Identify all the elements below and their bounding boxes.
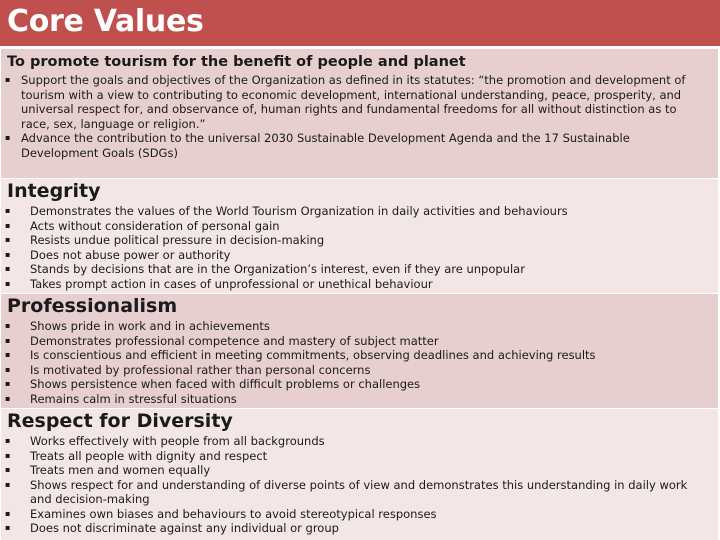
- square-bullet-icon: ▪: [5, 220, 11, 230]
- list-item-text: Shows respect for and understanding of diverse points of view and demonstrates this understanding in daily work and decision-making: [30, 477, 688, 506]
- list-item-text: Demonstrates the values of the World Tourism Organization in daily activities and behaviours: [30, 204, 568, 218]
- professionalism-list: [5, 319, 705, 406]
- square-bullet-icon: ▪: [5, 235, 11, 244]
- list-item-text: Examines own biases and behaviours to avoid stereotypical responses: [30, 506, 437, 521]
- diversity-heading: Respect for Diversity: [7, 410, 233, 432]
- list-item: [5, 363, 705, 378]
- square-bullet-icon: ▪: [5, 379, 11, 388]
- list-item: [5, 248, 705, 263]
- square-bullet-icon: ▪: [5, 479, 11, 489]
- title-bar: [0, 0, 720, 46]
- list-item-text: Advance the contribution to the universal 2030 Sustainable Development Agenda and the 17 Sustainable Development Goals (SDGs): [21, 131, 630, 160]
- integrity-heading: Integrity: [7, 180, 101, 202]
- list-item: [5, 204, 705, 219]
- list-item-text: Takes prompt action in cases of unprofessional or unethical behaviour: [30, 276, 433, 291]
- list-item-text: Shows pride in work and in achievements: [30, 319, 270, 333]
- list-item: [5, 521, 709, 536]
- list-item-text: Resists undue political pressure in decision-making: [30, 233, 325, 247]
- list-item: [5, 348, 705, 363]
- square-bullet-icon: ▪: [5, 465, 11, 474]
- square-bullet-icon: ▪: [5, 249, 11, 259]
- list-item-text: Does not abuse power or authority: [30, 247, 231, 262]
- square-bullet-icon: ▪: [5, 133, 11, 142]
- list-item: [5, 434, 709, 449]
- list-item: [5, 449, 709, 464]
- list-item-text: Shows persistence when faced with difficult problems or challenges: [30, 377, 421, 391]
- square-bullet-icon: ▪: [5, 335, 11, 345]
- mission-section: [1, 49, 718, 178]
- diversity-list: [5, 434, 709, 536]
- integrity-section: [1, 179, 718, 293]
- mission-list: [5, 73, 708, 160]
- square-bullet-icon: ▪: [5, 206, 11, 215]
- list-item: [5, 377, 705, 392]
- list-item: [5, 262, 705, 277]
- square-bullet-icon: ▪: [5, 364, 11, 374]
- square-bullet-icon: ▪: [5, 508, 11, 518]
- square-bullet-icon: ▪: [5, 321, 11, 330]
- list-item-text: Works effectively with people from all backgrounds: [30, 434, 325, 448]
- list-item: [5, 233, 705, 248]
- list-item: [5, 319, 705, 334]
- integrity-list: [5, 204, 705, 291]
- list-item-text: Is motivated by professional rather than personal concerns: [30, 362, 371, 377]
- list-item: [5, 73, 708, 131]
- list-item: [5, 478, 709, 507]
- list-item-text: Does not discriminate against any individual or group: [30, 521, 339, 535]
- list-item-text: Support the goals and objectives of the Organization as defined in its statutes: “the promotion and development of tourism with a view to contributing to economic development, international understanding, peace, prosperity, and universal respect for, and observance of, human rights and fundamental freedoms for all without distinction as to race, sex, language or religion.”: [21, 73, 686, 131]
- square-bullet-icon: ▪: [5, 278, 11, 288]
- page-title: Core Values: [7, 4, 204, 39]
- list-item: [5, 507, 709, 522]
- square-bullet-icon: ▪: [5, 75, 11, 84]
- list-item: [5, 334, 705, 349]
- list-item: [5, 277, 705, 292]
- list-item: [5, 392, 705, 407]
- square-bullet-icon: ▪: [5, 264, 11, 273]
- square-bullet-icon: ▪: [5, 436, 11, 445]
- diversity-section: [1, 409, 718, 540]
- professionalism-heading: Professionalism: [7, 295, 178, 317]
- square-bullet-icon: ▪: [5, 350, 11, 359]
- mission-heading: To promote tourism for the benefit of people and planet: [7, 54, 466, 70]
- list-item-text: Acts without consideration of personal gain: [30, 218, 280, 233]
- list-item: [5, 131, 708, 160]
- list-item-text: Treats all people with dignity and respect: [30, 448, 268, 463]
- list-item-text: Stands by decisions that are in the Organization’s interest, even if they are unpopular: [30, 262, 525, 276]
- list-item-text: Is conscientious and efficient in meeting commitments, observing deadlines and achieving results: [30, 348, 596, 362]
- list-item-text: Treats men and women equally: [30, 463, 211, 477]
- list-item-text: Demonstrates professional competence and mastery of subject matter: [30, 333, 439, 348]
- list-item-text: Remains calm in stressful situations: [30, 391, 237, 406]
- list-item: [5, 219, 705, 234]
- professionalism-section: [1, 294, 718, 408]
- square-bullet-icon: ▪: [5, 450, 11, 460]
- list-item: [5, 463, 709, 478]
- square-bullet-icon: ▪: [5, 393, 11, 403]
- square-bullet-icon: ▪: [5, 523, 11, 532]
